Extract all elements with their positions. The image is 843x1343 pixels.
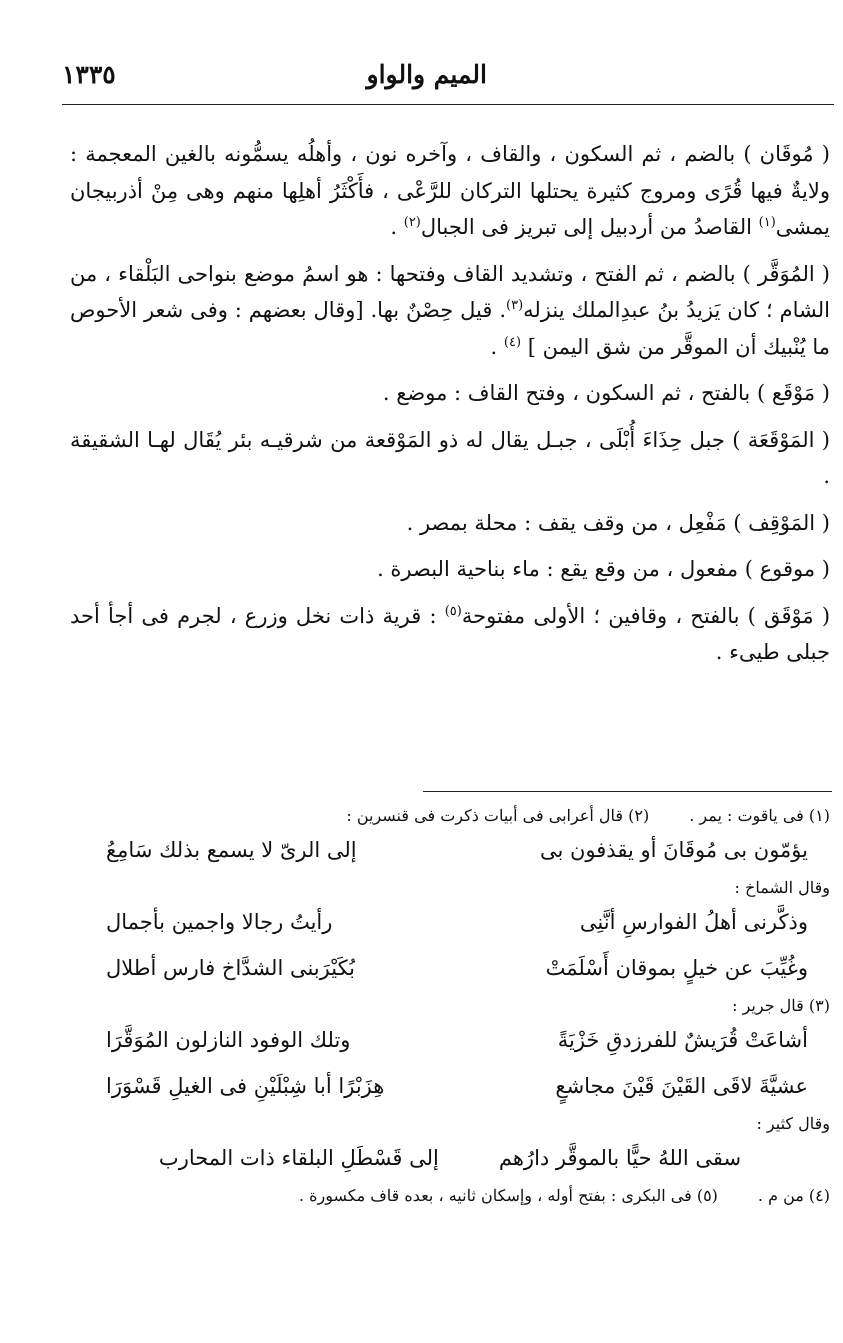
verse-second-half: إلى قَسْطَلِ البلقاء ذات المحارب: [158, 1146, 439, 1170]
verse-first-half: أشاعَتْ قُرَيشٌ للفرزدقِ خَزْيَةً: [557, 1028, 808, 1052]
running-head: الميم والواو: [366, 60, 487, 89]
entry-muwaqqar: [70, 256, 830, 366]
entry-mawqa: [70, 375, 830, 412]
verse-attribution: وقال كثير :: [756, 1114, 830, 1133]
entry-text: .: [390, 215, 404, 239]
verse-second-half: هِزَبْرًا أبا شِبْلَيْنِ فى الغيلِ قَسْوَرَا: [106, 1074, 385, 1098]
verse-line: [70, 1065, 830, 1111]
footnote-ref: (٣): [506, 298, 524, 313]
verse-line: [70, 947, 830, 993]
entry-text: ( المَوْقِف ) مَفْعِل ، من وقف يقف : محلة بمصر .: [406, 510, 830, 535]
footnote-ref: (٤): [503, 334, 522, 350]
verse-line: [70, 1137, 830, 1183]
page-number: ١٣٣٥: [62, 60, 116, 89]
entry-text: ( مُوقَان ) بالضم ، ثم السكون ، والقاف ، وآخره نون ، وأهلُه يسمُّونه بالغين المعجمة : ولايةٌ فيها قُرًى ومروج كثيرة يحتلها التركان للرَّعْى ، فأَكْثَرُ أهلِها منهم وهى مِنْ أذربيجان يمشى: [70, 142, 830, 239]
footnote-ref: (٢): [403, 215, 421, 230]
entry-text: . قيل حِصْنٌ بها. [وقال بعضهم : وفى شعر الأحوص ما يُنْبيك أن الموقَّر من شق اليمن ]: [70, 298, 830, 359]
footnote-5: (٥) فى البكرى : بفتح أوله ، وإسكان ثانيه ، بعده قاف مكسورة .: [298, 1186, 718, 1205]
footnote-rule: [423, 791, 832, 792]
footnote-3: (٣) قال جرير :: [732, 996, 830, 1015]
verse-second-half: بُكَيْرَبنى الشدَّاخ فارس أطلال: [106, 956, 356, 980]
entry-mawqif: [70, 505, 830, 542]
footnote-ref: (١): [758, 215, 776, 230]
footnote-ref: (٥): [444, 603, 462, 619]
header-rule: [62, 104, 834, 105]
footnote-1: (١) فى ياقوت : يمر .: [689, 806, 830, 825]
verse-attribution: وقال الشماخ :: [734, 878, 830, 897]
entry-mawqaq: [70, 598, 830, 671]
main-text: [70, 136, 830, 685]
entry-text: : قرية ذات نخل وزرع ، لجرم فى أجأ أحد جبلى طيىء .: [70, 603, 830, 664]
entry-text: ( مَوْقَع ) بالفتح ، ثم السكون ، وفتح القاف : موضع .: [382, 381, 830, 405]
entry-mawqaa: [70, 422, 830, 495]
footnote-2: (٢) قال أعرابى فى أبيات ذكرت فى قنسرين :: [346, 806, 650, 825]
verse-line: [70, 829, 830, 875]
verse-first-half: عشيَّةَ لاقَى القَيْنَ قَيْنَ مجاشعٍ: [555, 1074, 808, 1098]
verse-first-half: يؤمّون بى مُوقَانَ أو يقذفون بى: [539, 838, 808, 862]
entry-text: .: [490, 334, 504, 359]
verse-second-half: رأيتُ رجالا واجمين بأجمال: [106, 910, 333, 934]
entry-mawqan: [70, 136, 830, 246]
page-header: [62, 60, 832, 96]
verse-first-half: وغُيِّبَ عن خيلٍ بموقان أَسْلَمَتْ: [545, 956, 808, 980]
verse-line: [70, 901, 830, 947]
footnote-line: [70, 803, 830, 829]
entry-text: ( موقوع ) مفعول ، من وقع يقع : ماء بناحية البصرة .: [377, 557, 830, 581]
footnotes: [70, 803, 830, 1209]
verse-second-half: إلى الرىّ لا يسمع بذلك سَامِعُ: [106, 838, 357, 862]
verse-first-half: سقى اللهُ حيًّا بالموقَّر دارُهم: [498, 1146, 742, 1170]
entry-text: ( مَوْقَق ) بالفتح ، وقافين ؛ الأولى مفتوحة: [461, 603, 831, 628]
entry-text: القاصدُ من أردبيل إلى تبريز فى الجبال: [420, 215, 759, 239]
verse-second-half: وتلك الوفود النازلون المُوَقَّرَا: [106, 1028, 351, 1052]
entry-text: ( المَوْقَعَة ) جبل حِذَاءَ أُبْلَى ، جبـل يقال له ذو المَوْقعة من شرقيـه بئر يُقَال لهـا الشقيقة .: [70, 427, 830, 488]
verse-first-half: وذكَّرنى أهلُ الفوارسِ أنَّنِى: [579, 910, 808, 934]
footnote-4: (٤) من م .: [757, 1186, 830, 1205]
verse-line: [70, 1019, 830, 1065]
entry-text: ( المُوَقَّر ) بالضم ، ثم الفتح ، وتشديد القاف وفتحها : هو اسمُ موضع بنواحى البَلْقاء ، من الشام ؛ كان يَزيدُ بنُ عبدِالملك ينزله: [70, 261, 830, 322]
footnote-line: [70, 1183, 830, 1209]
entry-mawqu: [70, 551, 830, 588]
